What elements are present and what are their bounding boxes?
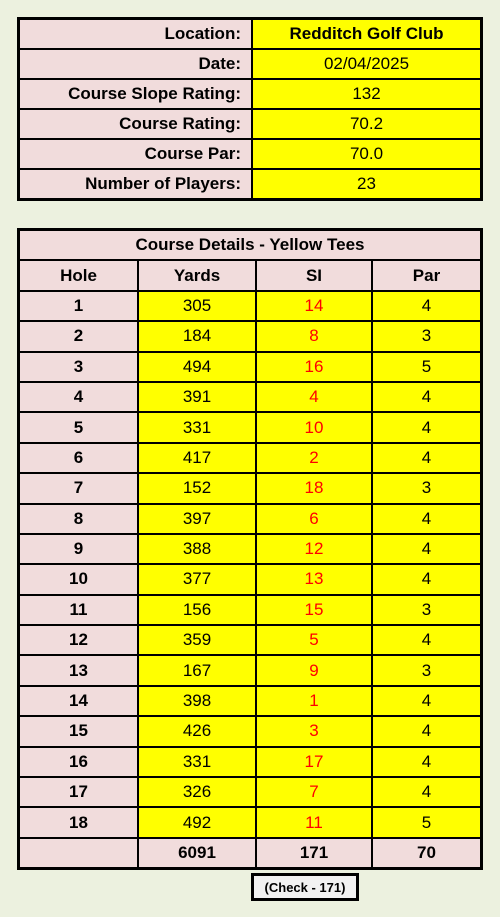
info-row-players: [19, 169, 482, 200]
course-info-table: [17, 17, 483, 201]
table-row: [19, 716, 482, 746]
si-cell[interactable]: 14: [256, 291, 372, 321]
hole-cell: 13: [19, 655, 139, 685]
par-cell[interactable]: 4: [372, 382, 482, 412]
table-row: [19, 655, 482, 685]
si-cell[interactable]: 17: [256, 747, 372, 777]
yards-cell[interactable]: 417: [138, 443, 256, 473]
yards-cell[interactable]: 397: [138, 504, 256, 534]
totals-row: [19, 838, 482, 869]
par-cell[interactable]: 4: [372, 625, 482, 655]
yards-cell[interactable]: 359: [138, 625, 256, 655]
yards-cell[interactable]: 331: [138, 747, 256, 777]
si-cell[interactable]: 18: [256, 473, 372, 503]
table-row: [19, 777, 482, 807]
hole-cell: 1: [19, 291, 139, 321]
yards-cell[interactable]: 398: [138, 686, 256, 716]
table-row: [19, 443, 482, 473]
par-cell[interactable]: 4: [372, 747, 482, 777]
yards-cell[interactable]: 326: [138, 777, 256, 807]
si-check-note: (Check - 171): [251, 873, 359, 901]
location-label: Location:: [19, 19, 253, 50]
info-row-par: [19, 139, 482, 169]
table-row: [19, 504, 482, 534]
yards-cell[interactable]: 184: [138, 321, 256, 351]
yards-cell[interactable]: 331: [138, 412, 256, 442]
par-value[interactable]: 70.0: [252, 139, 482, 169]
table-row: [19, 291, 482, 321]
hole-cell: 17: [19, 777, 139, 807]
hole-cell: 4: [19, 382, 139, 412]
table-row: [19, 625, 482, 655]
info-row-rating: [19, 109, 482, 139]
location-value[interactable]: Redditch Golf Club: [252, 19, 482, 50]
players-value[interactable]: 23: [252, 169, 482, 200]
yards-cell[interactable]: 377: [138, 564, 256, 594]
yards-cell[interactable]: 156: [138, 595, 256, 625]
yards-cell[interactable]: 167: [138, 655, 256, 685]
par-cell[interactable]: 4: [372, 777, 482, 807]
yards-cell[interactable]: 426: [138, 716, 256, 746]
slope-value[interactable]: 132: [252, 79, 482, 109]
hole-cell: 16: [19, 747, 139, 777]
si-cell[interactable]: 9: [256, 655, 372, 685]
players-label: Number of Players:: [19, 169, 253, 200]
table-row: [19, 534, 482, 564]
par-cell[interactable]: 3: [372, 595, 482, 625]
si-cell[interactable]: 15: [256, 595, 372, 625]
par-cell[interactable]: 5: [372, 807, 482, 837]
table-row: [19, 412, 482, 442]
info-row-date: [19, 49, 482, 79]
totals-blank: [19, 838, 139, 869]
hole-cell: 10: [19, 564, 139, 594]
par-cell[interactable]: 3: [372, 321, 482, 351]
table-row: [19, 747, 482, 777]
hole-cell: 2: [19, 321, 139, 351]
hole-cell: 6: [19, 443, 139, 473]
yards-cell[interactable]: 494: [138, 352, 256, 382]
yards-cell[interactable]: 305: [138, 291, 256, 321]
si-cell[interactable]: 5: [256, 625, 372, 655]
course-header-row: [19, 260, 482, 290]
total-par: 70: [372, 838, 482, 869]
hole-cell: 7: [19, 473, 139, 503]
par-cell[interactable]: 4: [372, 564, 482, 594]
hole-cell: 12: [19, 625, 139, 655]
hole-cell: 9: [19, 534, 139, 564]
par-cell[interactable]: 4: [372, 291, 482, 321]
hole-cell: 18: [19, 807, 139, 837]
table-row: [19, 352, 482, 382]
table-row: [19, 473, 482, 503]
table-row: [19, 321, 482, 351]
par-cell[interactable]: 4: [372, 686, 482, 716]
header-par: Par: [372, 260, 482, 290]
par-cell[interactable]: 4: [372, 716, 482, 746]
table-row: [19, 382, 482, 412]
total-yards: 6091: [138, 838, 256, 869]
header-yards: Yards: [138, 260, 256, 290]
table-row: [19, 595, 482, 625]
course-details-table: [17, 228, 483, 870]
rating-value[interactable]: 70.2: [252, 109, 482, 139]
si-cell[interactable]: 11: [256, 807, 372, 837]
par-label: Course Par:: [19, 139, 253, 169]
si-cell[interactable]: 7: [256, 777, 372, 807]
yards-cell[interactable]: 388: [138, 534, 256, 564]
par-cell[interactable]: 4: [372, 412, 482, 442]
hole-cell: 15: [19, 716, 139, 746]
yards-cell[interactable]: 492: [138, 807, 256, 837]
si-cell[interactable]: 16: [256, 352, 372, 382]
par-cell[interactable]: 4: [372, 443, 482, 473]
hole-cell: 5: [19, 412, 139, 442]
slope-label: Course Slope Rating:: [19, 79, 253, 109]
si-cell[interactable]: 1: [256, 686, 372, 716]
header-si: SI: [256, 260, 372, 290]
par-cell[interactable]: 4: [372, 504, 482, 534]
si-cell[interactable]: 8: [256, 321, 372, 351]
hole-cell: 11: [19, 595, 139, 625]
info-row-slope: [19, 79, 482, 109]
si-cell[interactable]: 3: [256, 716, 372, 746]
si-cell[interactable]: 4: [256, 382, 372, 412]
course-details-title: Course Details - Yellow Tees: [19, 230, 482, 261]
par-cell[interactable]: 3: [372, 655, 482, 685]
table-row: [19, 564, 482, 594]
hole-cell: 3: [19, 352, 139, 382]
rating-label: Course Rating:: [19, 109, 253, 139]
si-cell[interactable]: 2: [256, 443, 372, 473]
si-cell[interactable]: 6: [256, 504, 372, 534]
hole-cell: 8: [19, 504, 139, 534]
table-row: [19, 686, 482, 716]
date-value[interactable]: 02/04/2025: [252, 49, 482, 79]
si-cell[interactable]: 12: [256, 534, 372, 564]
header-hole: Hole: [19, 260, 139, 290]
par-cell[interactable]: 5: [372, 352, 482, 382]
si-cell[interactable]: 13: [256, 564, 372, 594]
date-label: Date:: [19, 49, 253, 79]
si-cell[interactable]: 10: [256, 412, 372, 442]
hole-cell: 14: [19, 686, 139, 716]
info-row-location: [19, 19, 482, 50]
table-row: [19, 807, 482, 837]
yards-cell[interactable]: 391: [138, 382, 256, 412]
par-cell[interactable]: 4: [372, 534, 482, 564]
total-si: 171: [256, 838, 372, 869]
par-cell[interactable]: 3: [372, 473, 482, 503]
yards-cell[interactable]: 152: [138, 473, 256, 503]
